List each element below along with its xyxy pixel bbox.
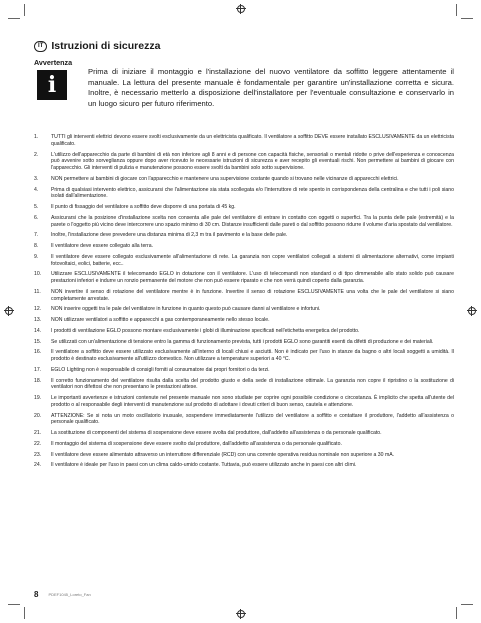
list-item-number: 6. [34, 214, 39, 221]
list-item [34, 176, 454, 183]
list-item-text: Le importanti avvertenze e istruzioni contenute nel presente manuale non sono studiate per coprire ogni possibile condizione o circostanza. È implicito che spetta all'utente del prodotto o al responsabile degli interventi di manutenzione sul prodotto di adottare i dovuti criteri di buon senso, cautela e attenzione. [51, 395, 454, 408]
list-item-number: 16. [34, 349, 42, 356]
list-item [34, 232, 454, 239]
trim-mark-br-v [456, 607, 457, 619]
list-item-text: ATTENZIONE: Se si nota un moto oscillatorio inusuale, sospendere immediatamente l'utilizzo del ventilatore a soffitto e contattare il produttore, l'addetto all'assistenza o personale qualificato. [51, 412, 454, 426]
trim-mark-br-h [461, 604, 473, 605]
page-footer [34, 590, 91, 599]
list-item [34, 367, 454, 374]
list-item-text: NON utilizzare ventilatori a soffitto e apparecchi a gas contemporaneamente nello stesso locale. [51, 317, 270, 323]
page-number: 8 [34, 590, 39, 599]
registration-mark-left [4, 306, 14, 316]
list-item-number: 10. [34, 271, 42, 278]
list-item-text: NON invertire il senso di rotazione del ventilatore mentre è in funzione. Invertire il senso di rotazione ESCLUSIVAMENTE una volta che le pale del ventilatore si siano completamente arrestate. [51, 288, 454, 302]
list-item-text: Se utilizzati con un'alimentazione di tensione entro la gamma di funzionamento prevista, tutti i prodotti EGLO sono garantiti esenti da difetti di produzione e dei materiali. [51, 338, 434, 345]
list-item-number: 13. [34, 317, 42, 323]
list-item [34, 204, 454, 211]
list-item-number: 21. [34, 430, 42, 436]
list-item-number: 4. [34, 186, 39, 193]
registration-mark-right [467, 306, 477, 316]
trim-mark-bl-h [8, 604, 20, 605]
list-item-number: 18. [34, 377, 42, 384]
list-item-number: 23. [34, 451, 42, 458]
list-item [34, 306, 454, 313]
list-item [34, 289, 454, 303]
list-item-text: Utilizzare ESCLUSIVAMENTE il telecomando EGLO in dotazione con il ventilatore. L'uso di telecomandi non standard o di tipo dimmerabile allo stato solido può causare prestazioni inferiori e indurre un ronzio permanente del motore che non può essere riparato e che non verrà quindi coperto dalla garanzia. [51, 271, 454, 284]
list-item-number: 9. [34, 253, 39, 260]
list-item [34, 187, 454, 201]
list-item-number: 5. [34, 204, 39, 210]
section-heading: Avvertenza [34, 58, 73, 67]
list-item-number: 1. [34, 134, 39, 140]
list-item-text: TUTTI gli interventi elettrici devono essere svolti esclusivamente da un elettricista qualificato. Il ventilatore a soffitto DEVE essere installato ESCLUSIVAMENTE da un elettricista qualificato. [51, 134, 454, 147]
info-icon: i [37, 70, 67, 100]
list-item-text: Il montaggio del sistema di sospensione deve essere svolto dal produttore, dall'addetto all'assistenza o da personale qualificato. [51, 440, 342, 447]
list-item [34, 328, 454, 335]
page-title [34, 40, 160, 52]
list-item-number: 22. [34, 440, 42, 447]
list-item [34, 317, 454, 324]
list-item-text: Il corretto funzionamento del ventilatore risulta dalla scelta del prodotto giusto e della sede di installazione ottimale. La garanzia non copre il ripristino o la sostituzione di ventilatori non difettosi che non presentano le prestazioni attese. [51, 377, 454, 391]
list-item-number: 17. [34, 366, 42, 373]
page-title-text: Istruzioni di sicurezza [51, 40, 161, 52]
list-item-text: Inoltre, l'installazione deve prevedere una distanza minima di 2,3 m tra il pavimento e la base delle pale. [51, 232, 288, 239]
list-item-number: 24. [34, 462, 42, 469]
list-item [34, 134, 454, 148]
list-item-text: Il ventilatore deve essere collegato alla terra. [51, 243, 154, 249]
trim-mark-tl-h [8, 18, 20, 19]
language-badge: IT [34, 41, 47, 52]
list-item [34, 271, 454, 285]
registration-mark-top [236, 4, 246, 14]
list-item-number: 3. [34, 175, 39, 182]
list-item-text: EGLO Lighting non è responsabile di consigli forniti al consumatore dai propri fornitori o da terzi. [51, 366, 270, 373]
list-item [34, 339, 454, 346]
list-item [34, 378, 454, 392]
list-item-text: Il ventilatore a soffitto deve essere utilizzato esclusivamente all'interno di locali chiusi e asciutti. Non è indicato per l'uso in stanze da bagno o altri locali soggetti a umidità. Il prodotto è destinato esclusivamente all'utilizzo domestico. Non utilizzare a temperature superiori a 40 °C. [51, 349, 454, 362]
list-item [34, 413, 454, 427]
list-item-text: Il ventilatore è ideale per l'uso in paesi con un clima caldo-umido costante. Tuttavia, può essere utilizzato anche in paesi con altri climi. [51, 462, 357, 469]
footer-doc-id: PDEF1045_Loreto_Fan [48, 592, 91, 597]
list-item-text: I prodotti di ventilazione EGLO possono montare esclusivamente i globi di illuminazione specificati nell'etichetta energetica del prodotto. [51, 327, 360, 334]
list-item-number: 7. [34, 232, 39, 239]
list-item [34, 243, 454, 250]
list-item [34, 215, 454, 229]
list-item [34, 441, 454, 448]
list-item-number: 15. [34, 338, 42, 345]
list-item [34, 152, 454, 172]
list-item-text: NON inserire oggetti tra le pale del ventilatore in funzione in quanto questo può causare danni al ventilatore e infortuni. [51, 306, 321, 313]
list-item-text: La sostituzione di componenti del sistema di sospensione deve essere svolta dal produttore, dall'addetto all'assistenza o da personale qualificato. [51, 430, 382, 436]
list-item-number: 19. [34, 395, 42, 401]
list-item-text: Prima di qualsiasi intervento elettrico, assicurarsi che l'alimentazione sia stata scollegata e/o l'interruttore di rete spento in corrispondenza della centralina e che tutti i poli siano isolati dall'alimentazione. [51, 186, 454, 200]
trim-mark-bl-v [24, 607, 25, 619]
list-item-number: 11. [34, 288, 41, 295]
list-item-text: NON permettere ai bambini di giocare con l'apparecchio e mantenere una supervisione costante quando si trovano nelle vicinanze di apparecchi elettrici. [51, 175, 399, 182]
trim-mark-tr-h [461, 18, 473, 19]
list-item-text: L'utilizzo dell'apparecchio da parte di bambini di età non inferiore agli 8 anni e di persone con capacità fisiche, sensoriali o mentali ridotte o prive dell'esperienza e conoscenza può avvenire sotto sorveglianza oppure dopo aver ricevuto le necessarie istruzioni di sicurezza e aver recepito gli eventuali rischi. Non permettere ai bambini di giocare con l'apparecchio. Gli interventi di pulizia e manutenzione possono essere svolti da bambini solo sotto supervisione. [51, 151, 454, 171]
list-item-number: 20. [34, 412, 42, 419]
list-item-text: Il ventilatore deve essere collegato esclusivamente all'alimentazione di rete. La garanzia non copre ventilatori collegati a sistemi di alimentazione alternativi, come impianti fotovoltaici, eolici, batterie, ecc.. [51, 253, 454, 267]
list-item-number: 2. [34, 151, 39, 158]
list-item-text: Il punto di fissaggio del ventilatore a soffitto deve disporre di una portata di 45 kg. [51, 204, 236, 210]
safety-list [34, 134, 454, 473]
list-item [34, 395, 454, 409]
list-item [34, 452, 454, 459]
list-item-number: 14. [34, 327, 42, 334]
list-item-number: 12. [34, 306, 42, 313]
list-item [34, 254, 454, 268]
list-item-text: Il ventilatore deve essere alimentato attraverso un interruttore differenziale (RCD) con una corrente operativa residua nominale non superiore a 30 mA. [51, 451, 395, 458]
list-item [34, 430, 454, 437]
intro-paragraph: Prima di iniziare il montaggio e l'installazione del nuovo ventilatore da soffitto leggere attentamente il manuale. La lettura del presente manuale è fondamentale per garantire un'installazione corretta e sicura. Inoltre, è necessario metterlo a disposizione dell'installatore per l'eventuale consultazione e conservarlo in un luogo sicuro per futuro riferimento. [88, 67, 454, 108]
list-item-number: 8. [34, 243, 39, 249]
list-item [34, 349, 454, 363]
trim-mark-tr-v [456, 4, 457, 16]
list-item-text: Assicurarsi che la posizione d'installazione scelta non consenta alle pale del ventilatore di entrare in contatto con oggetti o superfici. Tra la punta delle pale (estremità) e la parete o l'oggetto più vicino deve intercorrere uno spazio minimo di 30 cm. Distanze insufficienti dalle pareti o dal soffitto possono ridurre il volume d'aria spostato dal ventilatore. [51, 214, 454, 228]
registration-mark-bottom [236, 609, 246, 619]
trim-mark-tl-v [24, 4, 25, 16]
list-item [34, 462, 454, 469]
